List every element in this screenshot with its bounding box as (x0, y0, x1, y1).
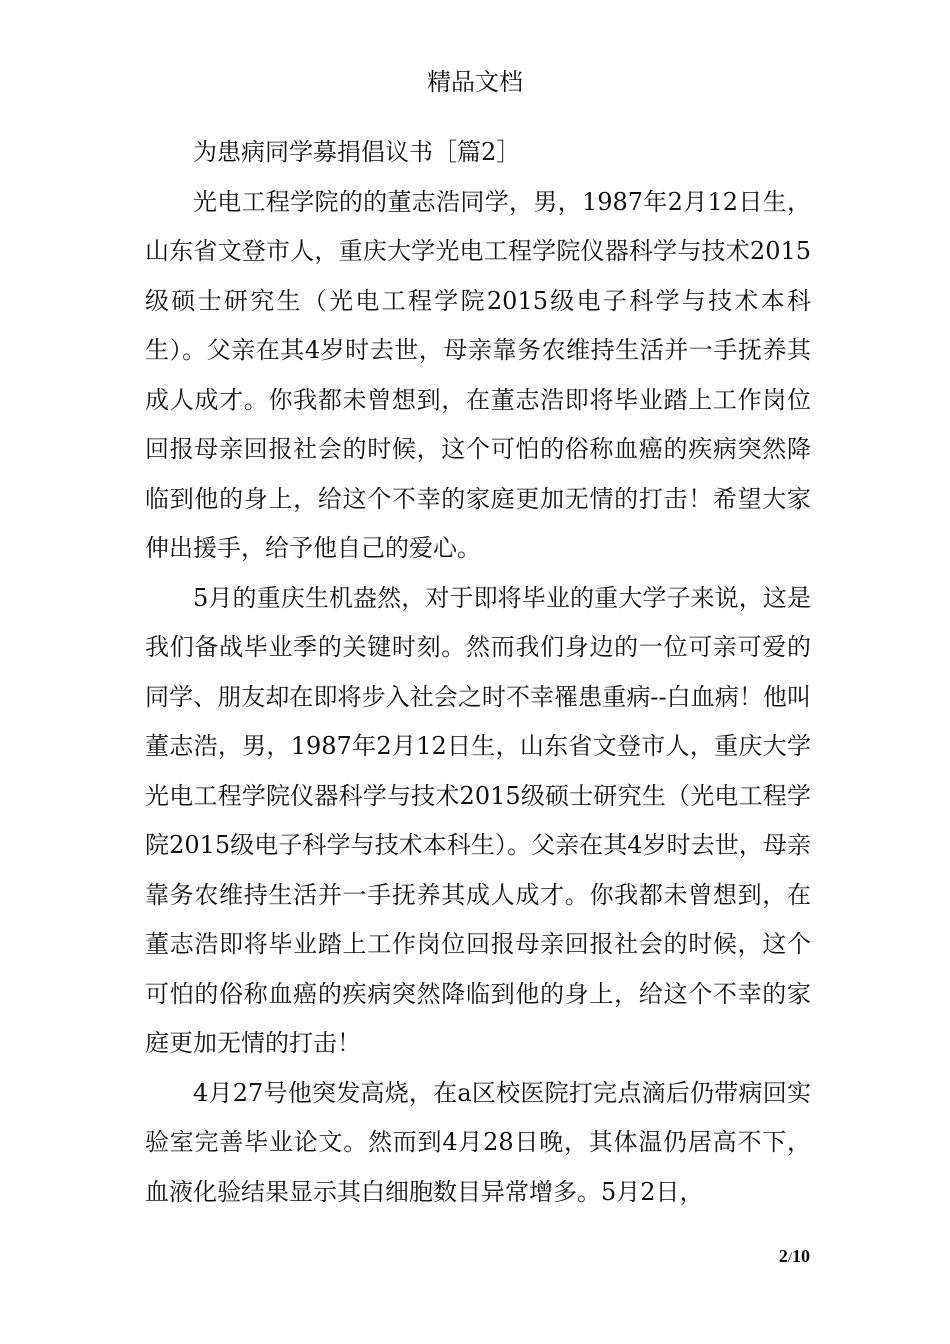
paragraph-1: 光电工程学院的的董志浩同学，男，1987年2月12日生，山东省文登市人，重庆大学光电工程学院仪器科学与技术2015级硕士研究生（光电工程学院2015级电子科学与技术本科生）。父亲在其4岁时去世，母亲靠务农维持生活并一手抚养其成人成才。你我都未曾想到，在董志浩即将毕业踏上工作岗位回报母亲回报社会的时候，这个可怕的俗称血癌的疾病突然降临到他的身上，给这个不幸的家庭更加无情的打击！希望大家伸出援手，给予他自己的爱心。 (145, 187, 811, 562)
paragraph-2: 5月的重庆生机盎然，对于即将毕业的重大学子来说，这是我们备战毕业季的关键时刻。然而我们身边的一位可亲可爱的同学、朋友却在即将步入社会之时不幸罹患重病--白血病！他叫董志浩，男，1987年2月12日生，山东省文登市人，重庆大学光电工程学院仪器科学与技术2015级硕士研究生（光电工程学院2015级电子科学与技术本科生）。父亲在其4岁时去世，母亲靠务农维持生活并一手抚养其成人成才。你我都未曾想到，在董志浩即将毕业踏上工作岗位回报母亲回报社会的时候，这个可怕的俗称血癌的疾病突然降临到他的身上，给这个不幸的家庭更加无情的打击！ (145, 583, 811, 1057)
header-title: 精品文档 (427, 68, 523, 96)
current-page: 2 (778, 1246, 788, 1266)
total-pages: 10 (792, 1246, 810, 1266)
page-number (700, 1244, 810, 1270)
paragraph-3: 4月27号他突发高烧，在a区校医院打完点滴后仍带病回实验室完善毕业论文。然而到4月28日晚，其体温仍居高不下，血液化验结果显示其白细胞数目异常增多。5月2日， (145, 1078, 811, 1206)
document-body (145, 128, 811, 1217)
page-separator: / (787, 1250, 792, 1266)
page-header (0, 66, 950, 98)
document-title: 为患病同学募捐倡议书［篇2］ (193, 138, 521, 166)
